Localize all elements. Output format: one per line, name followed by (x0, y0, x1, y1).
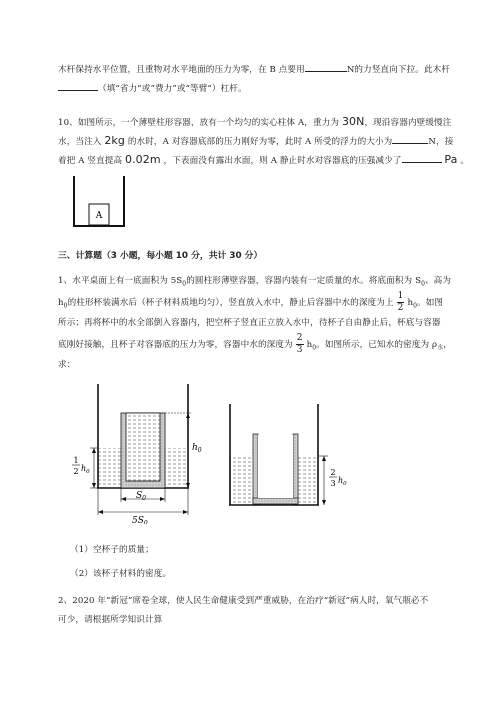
question-2 (58, 592, 478, 630)
half-h0-dimension (90, 448, 98, 488)
question-10 (58, 112, 478, 169)
container-figure (72, 176, 134, 228)
q1-sub-questions (70, 538, 490, 586)
q1-sub-2: （2）该杯子材料的密度。 (70, 569, 172, 579)
question-1 (58, 271, 478, 375)
q10-line-1: 10、如图所示，一个薄壁柱形容器，放有一个均匀的实心柱体 A，重力为 30N，现沿容器内壁缓慢注 (58, 115, 452, 128)
svg-text:h0: $h_0$ (338, 476, 347, 487)
cup-wall-right (293, 434, 298, 504)
question-9-tail (58, 61, 478, 99)
cup-bottom (253, 498, 298, 504)
q10-line-2: 水，当注入 2kg 的水时，A 对容器底部的压力刚好为零，此时 A 所受的浮力的大小为 N，接 (58, 134, 454, 147)
two-thirds-h0-dimension (318, 456, 328, 505)
q1-line-4: 底刚好接触，且杯子对容器底的压力为零，容器中水的深度为 $\frac{2}{3}$ $h_0$。如图所示，已知水的密度为 $\rho_水$， (58, 333, 452, 355)
fraction-one-half: $\frac{1}{2}$ (397, 291, 404, 313)
svg-text:3: 3 (330, 479, 336, 488)
svg-text:2: 2 (73, 467, 79, 476)
section-heading: 三、计算题（3 小题，每小题 10 分，共计 30 分） (58, 251, 263, 261)
q2-line-1: 2、2020 年“新冠”席卷全球，使人民生命健康受到严重威胁，在治疗“新冠”病人时，氧气瓶必不 (58, 596, 429, 606)
two-thirds-h0-label (329, 468, 347, 488)
svg-text:1: 1 (73, 456, 79, 465)
cup-wall-left (253, 434, 258, 504)
svg-text:2: 2 (330, 468, 336, 477)
lift-value: 0.02m (124, 153, 161, 166)
q1-line-5: 求： (58, 360, 76, 370)
q10-line-3: 着把 A 竖直提高 0.02m ，下表面没有露出水面，则 A 静止时水对容器底的压强减少了 Pa 。 (58, 153, 470, 166)
h0-label: $h_0$ (192, 443, 202, 454)
svg-text:h0: $h_0$ (81, 464, 90, 475)
block-a-label: A (95, 211, 103, 221)
figure-empty-cup (228, 404, 348, 508)
half-h0-label (72, 456, 90, 476)
answer-blank[interactable] (305, 61, 347, 72)
figure-full-cup (68, 382, 218, 524)
q9-line-2: （填“省力”或“费力”或“等臂”）杠杆。 (58, 80, 478, 99)
q1-line-3: 所示；再将杯中的水全部倒入容器内，把空杯子竖直正立放入水中，待杯子自由静止后，杯底与容器 (58, 318, 441, 328)
q1-line-1: 1、水平桌面上有一底面积为 $5S_0$的圆柱形薄壁容器，容器内装有一定质量的水。将底面积为 $S_0$、高为 (58, 276, 452, 288)
fraction-two-thirds: $\frac{2}{3}$ (296, 333, 303, 355)
water-mass-value: 2kg (104, 134, 125, 147)
unit-pa: Pa (444, 153, 458, 166)
q1-line-2: $h_0$的柱形杯装满水后（杯子材料质地均匀），竖直放入水中，静止后容器中水的深度为上 $\frac{1}{2}$ $h_0$。如图 (58, 291, 444, 313)
q9-line-1: 木杆保持水平位置，且重物对水平地面的压力为零，在 B 点要用 N的力竖直向下拉。此木杆 (58, 61, 478, 80)
cup-water (126, 413, 160, 481)
weight-value: 30N (341, 115, 365, 128)
q1-sub-1: （1）空杯子的质量； (70, 545, 154, 555)
5s0-label: $5S_0$ (132, 516, 148, 524)
answer-blank[interactable] (402, 152, 442, 163)
cup-inside (258, 435, 293, 498)
answer-blank[interactable] (392, 133, 428, 144)
q2-line-2: 可少，请根据所学知识计算 (58, 615, 163, 625)
answer-blank[interactable] (58, 80, 98, 91)
s0-label: $S_0$ (136, 491, 146, 502)
